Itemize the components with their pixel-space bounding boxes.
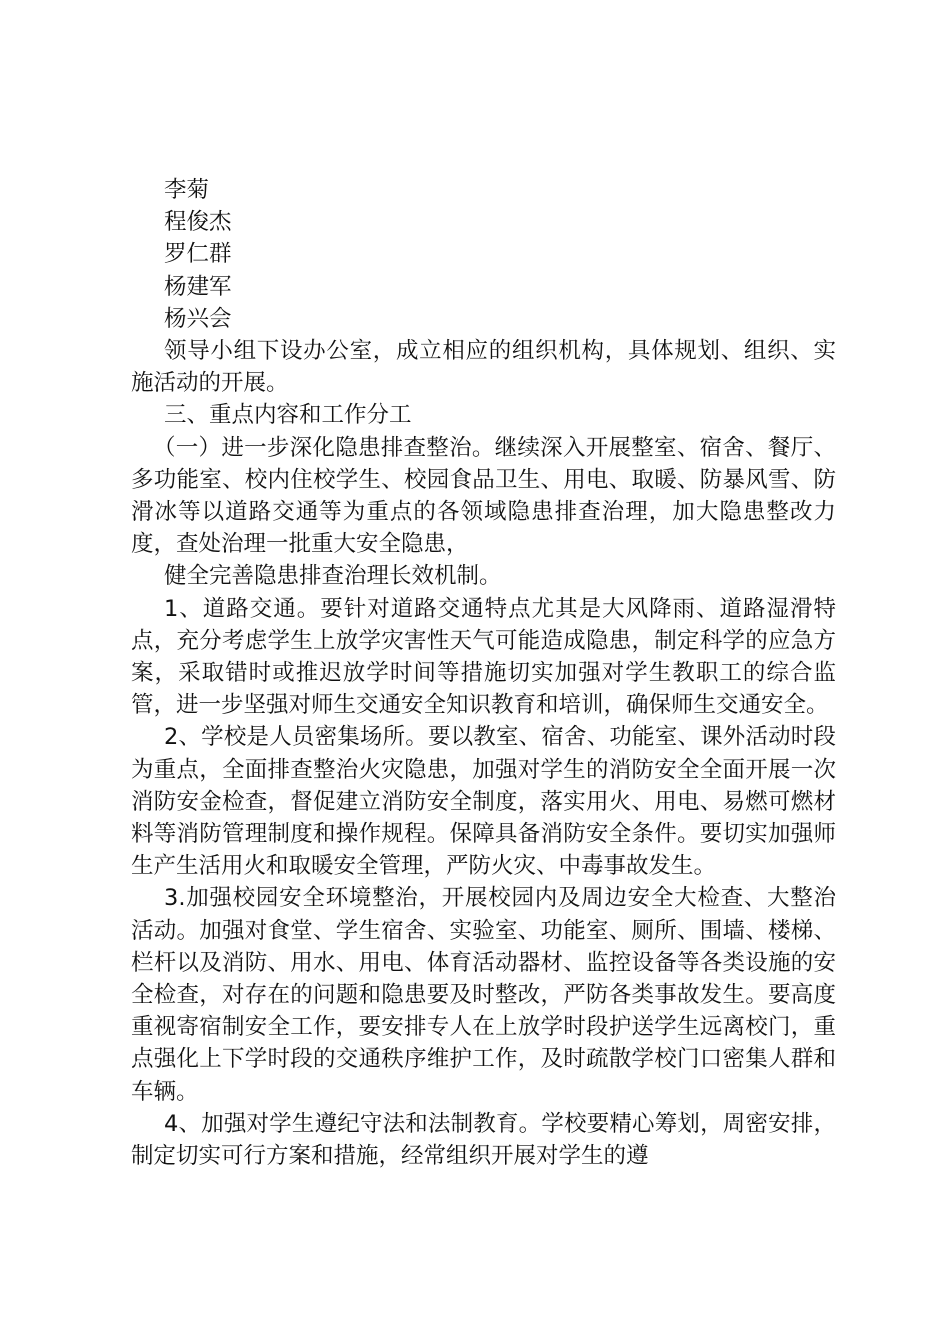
paragraph-mechanism: 健全完善隐患排查治理长效机制。	[164, 563, 502, 590]
paragraph-office: 领导小组下设办公室，成立相应的组织机构，具体规划、组织、实施活动的开展。	[131, 338, 836, 397]
section-heading-3: 三、重点内容和工作分工	[164, 402, 412, 429]
paragraph-hazard-inspection: （一）进一步深化隐患排查整治。继续深入开展整室、宿舍、餐厅、多功能室、校内住校学生、校园食品卫生、用电、取暖、防暴风雪、防滑冰等以道路交通等为重点的各领域隐患排查治理，加大隐患整改力度，查处治理一批重大安全隐患，	[131, 434, 836, 558]
paragraph-road-traffic: 1、道路交通。要针对道路交通特点尤其是大风降雨、道路湿滑特点，充分考虑学生上放学灾害性天气可能造成隐患，制定科学的应急方案，采取错时或推迟放学时间等措施切实加强对学生教职工的综合监管，进一步坚强对师生交通安全知识教育和培训，确保师生交通安全。	[131, 595, 836, 719]
document-body	[131, 174, 836, 1172]
member-name: 李菊	[164, 177, 210, 203]
paragraph-fire-safety: 2、学校是人员密集场所。要以教室、宿舍、功能室、课外活动时段为重点，全面排查整治火灾隐患，加强对学生的消防安全全面开展一次消防安金检查，督促建立消防安全制度，落实用火、用电、易燃可燃材料等消防管理制度和操作规程。保障具备消防安全条件。要切实加强师生产生活用火和取暖安全管理，严防火灾、中毒事故发生。	[131, 724, 836, 880]
paragraph-campus-environment: 3.加强校园安全环境整治，开展校园内及周边安全大检查、大整治活动。加强对食堂、学生宿舍、实验室、功能室、厕所、围墙、楼梯、栏杆以及消防、用水、用电、体育活动器材、监控设备等各类设施的安全检查，对存在的问题和隐患要及时整改，严防各类事故发生。要高度重视寄宿制安全工作，要安排专人在上放学时段护送学生远离校门，重点强化上下学时段的交通秩序维护工作，及时疏散学校门口密集人群和车辆。	[131, 885, 836, 1105]
member-name: 杨兴会	[164, 305, 232, 332]
member-name: 程俊杰	[164, 209, 232, 236]
paragraph-law-education: 4、加强对学生遵纪守法和法制教育。学校要精心筹划，周密安排，制定切实可行方案和措施，经常组织开展对学生的遵	[131, 1110, 836, 1170]
member-name: 杨建军	[164, 273, 232, 300]
member-name: 罗仁群	[164, 241, 232, 268]
